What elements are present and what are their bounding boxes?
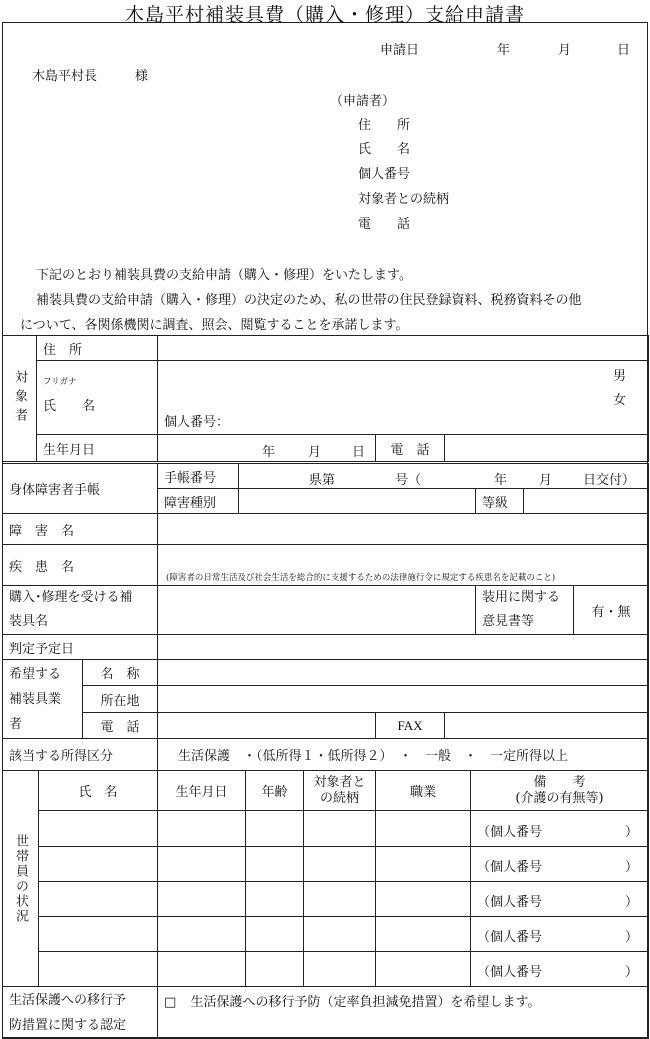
- transition-label-line1: 生活保護への移行予: [9, 992, 127, 1008]
- household-label: 世帯員の状況: [13, 833, 28, 924]
- device-label-cell: [3, 586, 158, 635]
- household-label-cell: [3, 771, 39, 987]
- transition-table: [2, 986, 649, 1039]
- application-paragraph: 下記のとおり補装具費の支給申請（購入・修理）をいたします。: [36, 268, 412, 283]
- handbook-label: 身体障害者手帳: [3, 464, 158, 514]
- personal-number-label: 個人番号：: [164, 415, 230, 430]
- applicant-label: （申請者）: [330, 94, 396, 109]
- vendor-label-line3: 者: [9, 717, 23, 732]
- number-suffix: 号（: [395, 473, 422, 488]
- honorific: 様: [135, 69, 149, 84]
- vendor-location-label: 所在地: [83, 686, 158, 713]
- hh-relationship-field[interactable]: [304, 882, 376, 917]
- device-label-line2: 装具名: [9, 614, 49, 629]
- table-row: [3, 847, 649, 882]
- vendor-name-label: 名 称: [83, 660, 158, 686]
- hh-age-field[interactable]: [246, 917, 304, 952]
- subject-phone-label: 電 話: [376, 435, 445, 462]
- hh-age-field[interactable]: [246, 952, 304, 987]
- vendor-fax-field[interactable]: [445, 713, 649, 739]
- subject-name-field[interactable]: [158, 361, 649, 435]
- table-row: [3, 952, 649, 987]
- income-table: [2, 738, 649, 771]
- prefecture-label: 県第: [309, 473, 336, 488]
- date-year: 年: [497, 43, 511, 58]
- consent-paragraph-line1: 補装具費の支給申請（購入・修理）の決定のため、私の世帯の住民登録資料、税務資料その他: [36, 293, 582, 308]
- hh-name-field[interactable]: [39, 952, 158, 987]
- hh-header-remarks: 備 考 (介護の有無等): [471, 771, 649, 811]
- hh-birthdate-field[interactable]: [158, 917, 246, 952]
- issue-year: 年: [494, 473, 508, 488]
- household-table: [2, 770, 649, 987]
- hh-name-field[interactable]: [39, 847, 158, 882]
- hh-relationship-field[interactable]: [304, 847, 376, 882]
- income-options[interactable]: 生活保護 ・（低所得１・低所得２） ・ 一般 ・ 一定所得以上: [158, 739, 649, 771]
- subject-address-field[interactable]: [158, 336, 649, 361]
- applicant-phone-label: 電 話: [358, 217, 411, 232]
- hh-age-field[interactable]: [246, 882, 304, 917]
- application-date-label: 申請日: [380, 43, 420, 58]
- opinion-presence[interactable]: 有・無: [574, 586, 649, 635]
- transition-text: 生活保護への移行予防（定率負担減免措置）を希望します。: [190, 995, 541, 1010]
- vendor-phone-label: 電 話: [83, 713, 158, 739]
- vendor-location-field[interactable]: [158, 686, 649, 713]
- close-paren: ）: [624, 895, 638, 910]
- hh-birthdate-field[interactable]: [158, 952, 246, 987]
- close-paren: ）: [624, 860, 638, 875]
- hh-header-age: 年齢: [246, 771, 304, 811]
- subject-name-label: 氏 名: [43, 399, 96, 414]
- personal-number-cell-label: （個人番号: [477, 860, 543, 875]
- applicant-name-label: 氏 名: [358, 142, 411, 157]
- hh-birthdate-field[interactable]: [158, 811, 246, 847]
- hh-occupation-field[interactable]: [376, 882, 471, 917]
- opinion-label-line2: 意見書等: [482, 614, 535, 629]
- applicant-personal-number-label: 個人番号: [358, 167, 411, 182]
- vendor-name-field[interactable]: [158, 660, 649, 686]
- table-row: [3, 882, 649, 917]
- date-month: 月: [558, 43, 572, 58]
- disease-name-field[interactable]: [158, 545, 649, 586]
- personal-number-cell-label: （個人番号: [477, 930, 543, 945]
- disability-type-label: 障害種別: [158, 489, 239, 514]
- device-table: [2, 585, 649, 660]
- subject-table: [2, 335, 649, 462]
- hh-occupation-field[interactable]: [376, 811, 471, 847]
- subject-name-label-cell: [37, 361, 158, 435]
- vendor-table: [2, 659, 649, 739]
- addressee: 木島平村長: [32, 69, 98, 84]
- subject-address-label: 住 所: [37, 336, 158, 361]
- birth-month: 月: [308, 445, 322, 460]
- furigana-label: フリガナ: [43, 377, 77, 387]
- judgement-date-field[interactable]: [158, 635, 649, 660]
- birthdate-label: 生年月日: [37, 435, 158, 462]
- hh-occupation-field[interactable]: [376, 847, 471, 882]
- disability-name-label: 障 害 名: [3, 514, 158, 545]
- hh-header-birthdate: 生年月日: [158, 771, 246, 811]
- judgement-date-label: 判定予定日: [3, 635, 158, 660]
- table-row: [3, 811, 649, 847]
- close-paren: ）: [624, 965, 638, 980]
- vendor-fax-label: FAX: [376, 713, 445, 739]
- disease-name-label: 疾 患 名: [3, 545, 158, 586]
- disability-name-field[interactable]: [158, 514, 649, 545]
- issued-label: 日交付）: [583, 473, 636, 488]
- hh-name-field[interactable]: [39, 917, 158, 952]
- consent-paragraph-line2: について、各関係機関に調査、照会、閲覧することを承諾します。: [20, 318, 409, 333]
- subject-phone-field[interactable]: [445, 435, 649, 462]
- birth-year: 年: [262, 445, 276, 460]
- table-row: [3, 917, 649, 952]
- hh-occupation-field[interactable]: [376, 952, 471, 987]
- personal-number-cell-label: （個人番号: [477, 895, 543, 910]
- hh-remarks-field[interactable]: [471, 882, 649, 917]
- transition-checkbox[interactable]: □: [164, 995, 177, 1010]
- opinion-label-line1: 装用に関する: [482, 590, 561, 605]
- hh-remarks-field[interactable]: [471, 917, 649, 952]
- hh-remarks-field[interactable]: [471, 952, 649, 987]
- hh-header-relationship: 対象者との続柄: [304, 771, 376, 811]
- hh-header-name: 氏 名: [39, 771, 158, 811]
- subject-label: 対象者: [12, 370, 27, 427]
- transition-field: [158, 987, 649, 1039]
- disability-type-field[interactable]: [239, 489, 476, 514]
- vendor-label-line2: 補装具業: [9, 692, 62, 707]
- hh-remarks-field[interactable]: [471, 811, 649, 847]
- vendor-phone-field[interactable]: [158, 713, 376, 739]
- income-label: 該当する所得区分: [3, 739, 158, 771]
- personal-number-cell-label: （個人番号: [477, 825, 543, 840]
- hh-name-field[interactable]: [39, 882, 158, 917]
- hh-age-field[interactable]: [246, 811, 304, 847]
- hh-occupation-field[interactable]: [376, 917, 471, 952]
- hh-birthdate-field[interactable]: [158, 847, 246, 882]
- device-name-field[interactable]: [158, 586, 476, 635]
- grade-field[interactable]: [524, 489, 649, 514]
- gender-male[interactable]: 男: [612, 369, 626, 384]
- device-label-line1: 購入･修理を受ける補: [9, 590, 133, 605]
- hh-age-field[interactable]: [246, 847, 304, 882]
- gender-female[interactable]: 女: [612, 393, 626, 408]
- transition-label-line2: 防措置に関する認定: [9, 1017, 127, 1033]
- hh-relationship-field[interactable]: [304, 811, 376, 847]
- subject-label-cell: [3, 336, 37, 462]
- handbook-table: [2, 463, 649, 586]
- vendor-label-line1: 希望する: [9, 667, 62, 682]
- personal-number-cell-label: （個人番号: [477, 965, 543, 980]
- date-day: 日: [617, 43, 631, 58]
- transition-label-cell: [3, 987, 158, 1039]
- opinion-label-cell: [476, 586, 574, 635]
- applicant-relationship-label: 対象者との続柄: [358, 192, 450, 207]
- grade-label: 等級: [476, 489, 524, 514]
- handbook-number-field[interactable]: [239, 464, 649, 489]
- hh-relationship-field[interactable]: [304, 917, 376, 952]
- birthdate-field[interactable]: [158, 435, 376, 462]
- issue-month: 月: [539, 473, 553, 488]
- close-paren: ）: [624, 930, 638, 945]
- hh-name-field[interactable]: [39, 811, 158, 847]
- birth-day: 日: [352, 445, 366, 460]
- hh-birthdate-field[interactable]: [158, 882, 246, 917]
- form-title: 木島平村補装具費（購入・修理）支給申請書: [124, 4, 525, 26]
- applicant-address-label: 住 所: [358, 118, 411, 133]
- vendor-label-cell: [3, 660, 83, 739]
- hh-remarks-field[interactable]: [471, 847, 649, 882]
- hh-relationship-field[interactable]: [304, 952, 376, 987]
- close-paren: ）: [624, 825, 638, 840]
- handbook-number-label: 手帳番号: [158, 464, 239, 489]
- hh-header-occupation: 職業: [376, 771, 471, 811]
- disease-note: (障害者の日常生活及び社会生活を総合的に支援するための法律施行令に規定する疾患名を記載のこと): [166, 573, 556, 583]
